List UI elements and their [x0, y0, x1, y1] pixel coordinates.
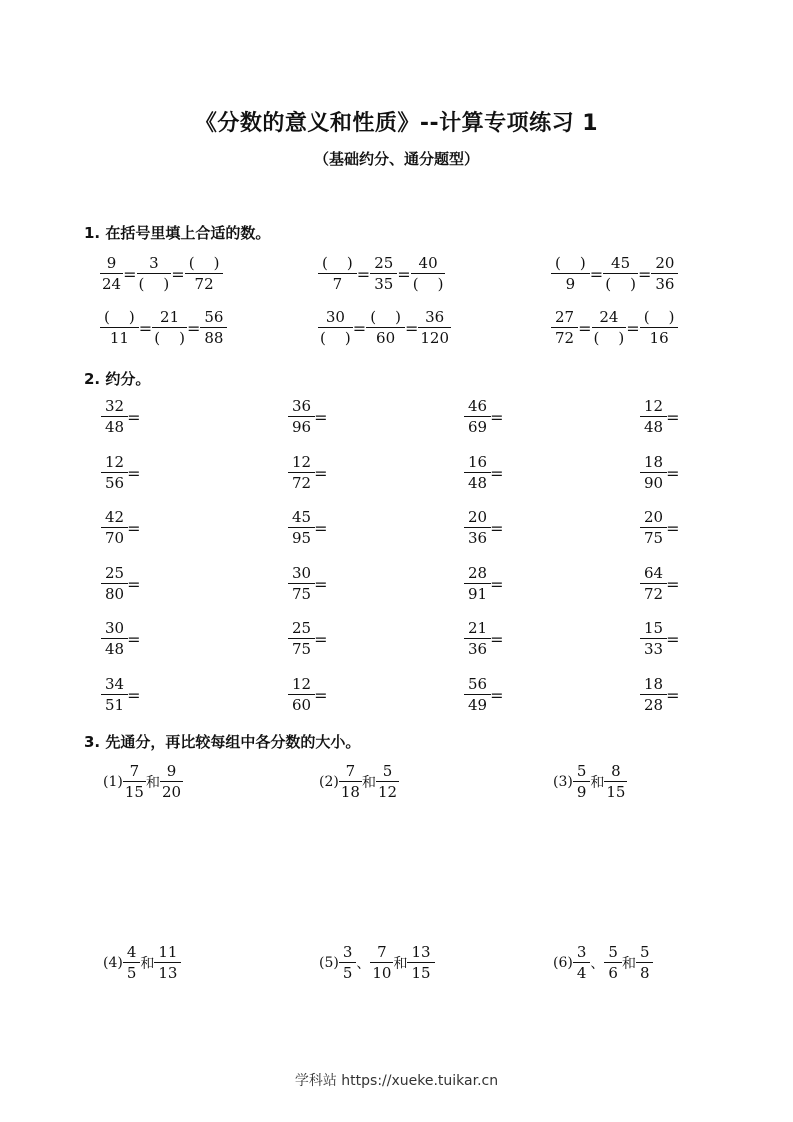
fraction: [575, 764, 589, 800]
comma-separator: 、: [356, 956, 371, 972]
compare-item: [553, 764, 625, 800]
numerator: 12: [640, 399, 667, 417]
numerator: 56: [464, 677, 491, 695]
reduce-item: [642, 621, 680, 657]
denominator: 70: [105, 529, 125, 547]
fraction: [139, 256, 170, 292]
numerator: 5: [636, 945, 654, 963]
reduce-item: [466, 621, 504, 657]
equals-sign: =: [397, 264, 411, 284]
equals-sign: =: [352, 318, 367, 338]
numerator: 42: [101, 510, 128, 528]
reduce-item: [290, 566, 328, 602]
fraction: [290, 455, 313, 491]
fraction: [154, 310, 185, 346]
reduce-item: [642, 399, 680, 435]
section3-heading: 3. 先通分，再比较每组中各分数的大小。: [84, 733, 361, 751]
denominator: 60: [292, 696, 312, 714]
and-word: 和: [621, 956, 636, 972]
fill-equation: [102, 256, 221, 292]
fraction: [606, 764, 625, 800]
reduce-item: [642, 510, 680, 546]
page-title: 《分数的意义和性质》--计算专项练习 1: [194, 111, 599, 136]
denominator: 7: [332, 275, 343, 293]
numerator: 12: [288, 677, 315, 695]
denominator: 91: [468, 585, 488, 603]
numerator: 4: [123, 945, 141, 963]
denominator: 33: [644, 640, 664, 658]
denominator: 56: [105, 474, 125, 492]
compare-item: [319, 945, 433, 981]
denominator: ( ): [593, 329, 625, 347]
numerator: ( ): [551, 256, 590, 274]
denominator: 36: [468, 529, 488, 547]
numerator: 36: [288, 399, 315, 417]
equals-sign: =: [314, 574, 328, 594]
denominator: ( ): [154, 329, 185, 347]
fraction: [409, 945, 432, 981]
denominator: 75: [644, 529, 664, 547]
fraction: [466, 510, 489, 546]
fraction: [187, 256, 222, 292]
compare-item: [553, 945, 651, 981]
equals-sign: =: [127, 629, 141, 649]
equals-sign: =: [490, 463, 504, 483]
fraction: [413, 256, 444, 292]
equals-sign: =: [666, 518, 680, 538]
denominator: 10: [372, 964, 392, 982]
numerator: 21: [464, 621, 491, 639]
denominator: 15: [411, 964, 431, 982]
denominator: 95: [292, 529, 312, 547]
denominator: ( ): [605, 275, 636, 293]
denominator: 90: [644, 474, 664, 492]
fraction: [606, 945, 620, 981]
denominator: 48: [644, 418, 664, 436]
fraction: [290, 510, 313, 546]
numerator: 7: [370, 945, 393, 963]
section2-heading: 2. 约分。: [84, 370, 151, 388]
reduce-item: [466, 677, 504, 713]
fraction: [642, 310, 677, 346]
numerator: 5: [376, 764, 399, 782]
equals-sign: =: [127, 574, 141, 594]
fraction: [466, 455, 489, 491]
numerator: 36: [418, 310, 451, 328]
equals-sign: =: [637, 264, 652, 284]
denominator: 51: [105, 696, 125, 714]
numerator: 45: [288, 510, 315, 528]
numerator: 12: [288, 455, 315, 473]
fraction: [202, 310, 225, 346]
numerator: 25: [101, 566, 128, 584]
denominator: 20: [161, 783, 182, 801]
numerator: 16: [464, 455, 491, 473]
fraction: [103, 677, 126, 713]
numerator: 13: [407, 945, 434, 963]
denominator: 60: [376, 329, 396, 347]
equals-sign: =: [666, 407, 680, 427]
numerator: 3: [339, 945, 357, 963]
fraction: [341, 945, 355, 981]
equals-sign: =: [589, 264, 604, 284]
denominator: 48: [468, 474, 488, 492]
and-word: 和: [393, 956, 408, 972]
denominator: 6: [608, 964, 618, 982]
fill-equation: [102, 310, 225, 346]
denominator: 35: [374, 275, 394, 293]
numerator: 25: [370, 256, 397, 274]
equals-sign: =: [123, 264, 137, 284]
fraction: [642, 566, 665, 602]
numerator: ( ): [640, 310, 679, 328]
numerator: 20: [651, 256, 678, 274]
equals-sign: =: [314, 685, 328, 705]
equals-sign: =: [666, 463, 680, 483]
fraction: [642, 677, 665, 713]
footer-watermark: 学科站 https://xueke.tuikar.cn: [294, 1073, 499, 1089]
numerator: 34: [101, 677, 128, 695]
fraction: [156, 945, 179, 981]
fraction: [420, 310, 449, 346]
equals-sign: =: [127, 463, 141, 483]
numerator: 20: [464, 510, 491, 528]
fraction: [103, 566, 126, 602]
fraction: [642, 510, 665, 546]
reduce-item: [466, 455, 504, 491]
denominator: 9: [576, 783, 587, 801]
denominator: 16: [649, 329, 669, 347]
reduce-item: [290, 621, 328, 657]
denominator: ( ): [412, 275, 444, 293]
numerator: 40: [411, 256, 446, 274]
and-word: 和: [140, 956, 155, 972]
denominator: 75: [292, 640, 312, 658]
numerator: 27: [551, 310, 578, 328]
reduce-item: [642, 677, 680, 713]
item-label: (5): [319, 955, 339, 971]
denominator: 5: [126, 964, 137, 982]
equals-sign: =: [171, 264, 185, 284]
numerator: 30: [288, 566, 315, 584]
reduce-item: [103, 399, 141, 435]
item-label: (3): [553, 774, 573, 790]
fraction: [378, 764, 397, 800]
numerator: 9: [160, 764, 183, 782]
numerator: 3: [573, 945, 591, 963]
equals-sign: =: [666, 574, 680, 594]
fraction: [575, 945, 589, 981]
fraction: [594, 310, 625, 346]
item-label: (6): [553, 955, 573, 971]
compare-item: [103, 764, 181, 800]
numerator: 25: [288, 621, 315, 639]
equals-sign: =: [314, 518, 328, 538]
fraction: [103, 510, 126, 546]
numerator: 21: [152, 310, 187, 328]
denominator: 80: [105, 585, 125, 603]
fraction: [466, 566, 489, 602]
equals-sign: =: [490, 407, 504, 427]
equals-sign: =: [626, 318, 640, 338]
fraction: [102, 256, 121, 292]
fill-equation: [320, 310, 449, 346]
reduce-item: [642, 455, 680, 491]
denominator: 9: [565, 275, 576, 293]
comma-separator: 、: [590, 956, 605, 972]
denominator: 8: [639, 964, 650, 982]
item-label: (1): [103, 774, 123, 790]
reduce-item: [290, 510, 328, 546]
fill-equation: [553, 256, 676, 292]
denominator: 88: [204, 329, 224, 347]
reduce-item: [466, 510, 504, 546]
fraction: [125, 764, 144, 800]
equals-sign: =: [186, 318, 201, 338]
numerator: 15: [640, 621, 667, 639]
reduce-item: [290, 677, 328, 713]
denominator: 15: [606, 783, 626, 801]
numerator: ( ): [366, 310, 405, 328]
numerator: ( ): [100, 310, 139, 328]
numerator: 18: [640, 677, 667, 695]
numerator: 28: [464, 566, 491, 584]
equals-sign: =: [404, 318, 419, 338]
denominator: ( ): [320, 329, 351, 347]
fraction: [642, 399, 665, 435]
equals-sign: =: [356, 264, 371, 284]
denominator: 72: [292, 474, 312, 492]
item-label: (2): [319, 774, 339, 790]
fraction: [372, 945, 391, 981]
equals-sign: =: [314, 629, 328, 649]
numerator: 11: [154, 945, 181, 963]
equals-sign: =: [490, 629, 504, 649]
reduce-item: [103, 677, 141, 713]
fraction: [103, 455, 126, 491]
equals-sign: =: [666, 629, 680, 649]
fraction: [553, 310, 576, 346]
denominator: ( ): [138, 275, 170, 293]
numerator: 18: [640, 455, 667, 473]
numerator: 32: [101, 399, 128, 417]
numerator: 5: [604, 945, 622, 963]
reduce-item: [103, 510, 141, 546]
denominator: 96: [292, 418, 312, 436]
reduce-item: [103, 621, 141, 657]
equals-sign: =: [666, 685, 680, 705]
equals-sign: =: [314, 407, 328, 427]
numerator: 45: [603, 256, 638, 274]
denominator: 24: [102, 275, 122, 293]
and-word: 和: [145, 775, 160, 791]
fraction: [466, 621, 489, 657]
fill-equation: [553, 310, 676, 346]
equals-sign: =: [127, 685, 141, 705]
numerator: 30: [318, 310, 353, 328]
and-word: 和: [590, 775, 605, 791]
denominator: 36: [655, 275, 675, 293]
fraction: [605, 256, 636, 292]
fraction: [103, 399, 126, 435]
equals-sign: =: [490, 685, 504, 705]
fraction: [466, 677, 489, 713]
page-subtitle: （基础约分、通分题型）: [313, 150, 479, 168]
reduce-item: [103, 455, 141, 491]
denominator: 49: [468, 696, 488, 714]
numerator: 24: [592, 310, 627, 328]
reduce-item: [103, 566, 141, 602]
denominator: 11: [109, 329, 129, 347]
denominator: 72: [644, 585, 664, 603]
fraction: [372, 256, 395, 292]
section1-heading: 1. 在括号里填上合适的数。: [84, 224, 271, 242]
equals-sign: =: [490, 574, 504, 594]
and-word: 和: [361, 775, 376, 791]
denominator: 120: [420, 329, 450, 347]
denominator: 5: [342, 964, 353, 982]
numerator: 7: [123, 764, 146, 782]
denominator: 13: [158, 964, 178, 982]
fraction: [466, 399, 489, 435]
fraction: [638, 945, 652, 981]
denominator: 69: [468, 418, 488, 436]
numerator: 64: [640, 566, 667, 584]
numerator: ( ): [318, 256, 357, 274]
denominator: 36: [468, 640, 488, 658]
compare-item: [103, 945, 179, 981]
equals-sign: =: [314, 463, 328, 483]
denominator: 15: [124, 783, 144, 801]
equals-sign: =: [490, 518, 504, 538]
denominator: 75: [292, 585, 312, 603]
fraction: [162, 764, 181, 800]
denominator: 4: [576, 964, 587, 982]
fraction: [653, 256, 676, 292]
numerator: 56: [200, 310, 227, 328]
fraction: [368, 310, 403, 346]
numerator: 8: [604, 764, 627, 782]
fraction: [642, 621, 665, 657]
denominator: 18: [340, 783, 360, 801]
denominator: 28: [644, 696, 664, 714]
numerator: 9: [100, 256, 123, 274]
reduce-item: [290, 455, 328, 491]
fraction: [125, 945, 139, 981]
reduce-item: [290, 399, 328, 435]
numerator: 5: [573, 764, 591, 782]
fraction: [341, 764, 360, 800]
fraction: [103, 621, 126, 657]
reduce-item: [642, 566, 680, 602]
numerator: 30: [101, 621, 128, 639]
reduce-item: [466, 399, 504, 435]
equals-sign: =: [138, 318, 153, 338]
fraction: [320, 310, 351, 346]
fraction: [290, 566, 313, 602]
fraction: [290, 621, 313, 657]
fraction: [290, 399, 313, 435]
denominator: 12: [377, 783, 398, 801]
denominator: 72: [555, 329, 575, 347]
equals-sign: =: [127, 518, 141, 538]
numerator: 3: [137, 256, 172, 274]
denominator: 48: [105, 640, 125, 658]
fraction: [553, 256, 588, 292]
fraction: [102, 310, 137, 346]
item-label: (4): [103, 955, 123, 971]
reduce-item: [466, 566, 504, 602]
numerator: 12: [101, 455, 128, 473]
fill-equation: [320, 256, 443, 292]
fraction: [320, 256, 355, 292]
fraction: [642, 455, 665, 491]
numerator: ( ): [185, 256, 224, 274]
numerator: 46: [464, 399, 491, 417]
numerator: 7: [339, 764, 362, 782]
numerator: 20: [640, 510, 667, 528]
denominator: 72: [194, 275, 214, 293]
fraction: [290, 677, 313, 713]
denominator: 48: [105, 418, 125, 436]
equals-sign: =: [578, 318, 592, 338]
equals-sign: =: [127, 407, 141, 427]
compare-item: [319, 764, 397, 800]
